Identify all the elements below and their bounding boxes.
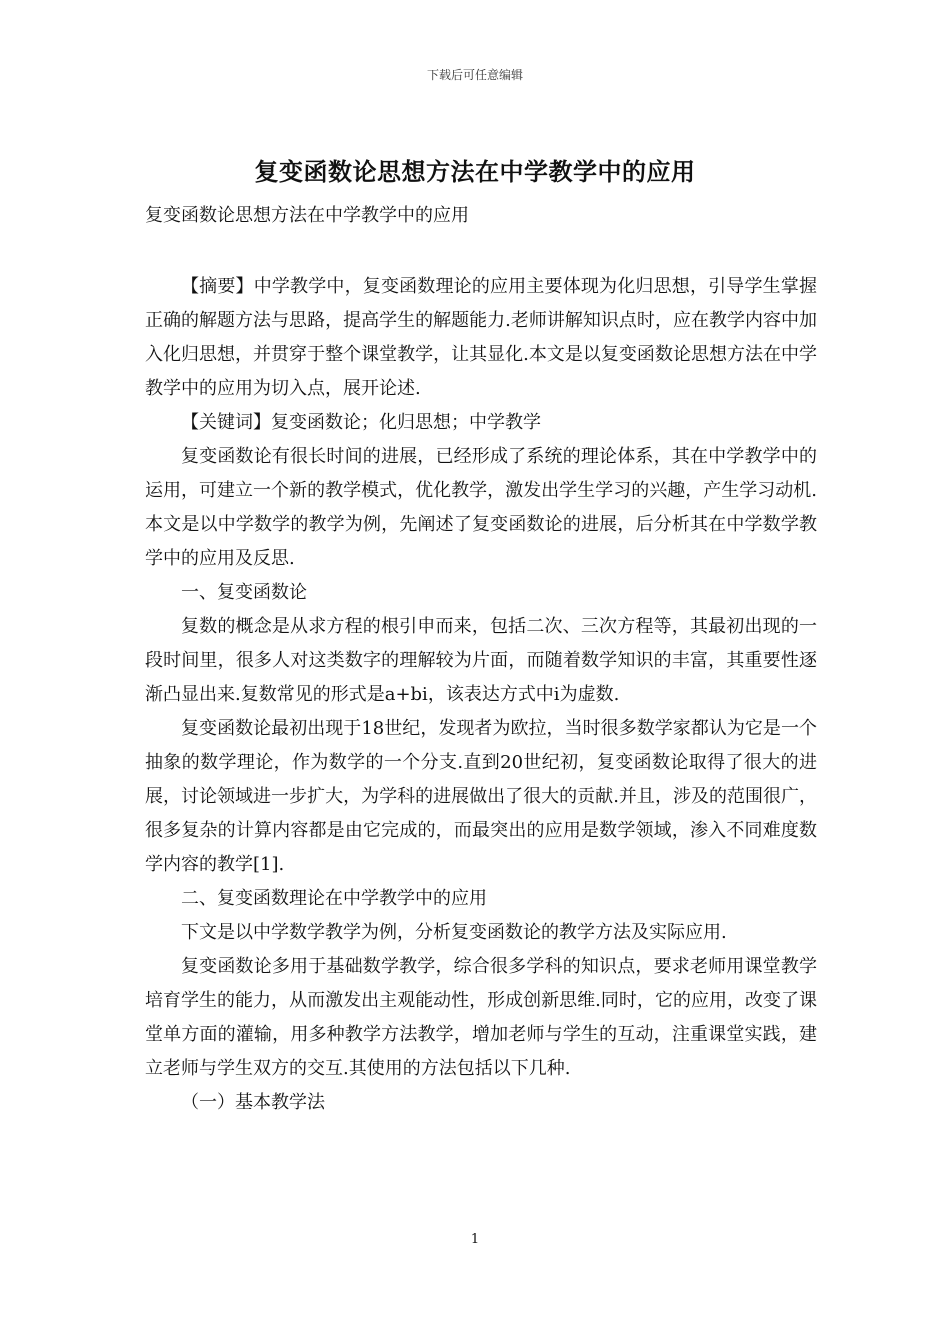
document-subtitle: 复变函数论思想方法在中学教学中的应用: [145, 205, 469, 226]
paragraph-complex-numbers: 复数的概念是从求方程的根引申而来，包括二次、三次方程等，其最初出现的一段时间里，很多人对这类数字的理解较为片面，而随着数学知识的丰富，其重要性逐渐凸显出来.复数常见的形式是a+bi，该表达方式中i为虚数.: [145, 616, 817, 705]
section-heading-1: 一、复变函数论: [181, 582, 307, 603]
paragraph-application: 复变函数论多用于基础数学教学，综合很多学科的知识点，要求老师用课堂教学培育学生的能力，从而激发出主观能动性，形成创新思维.同时，它的应用，改变了课堂单方面的灌输，用多种教学方法教学，增加老师与学生的互动，注重课堂实践，建立老师与学生双方的交互.其使用的方法包括以下几种.: [145, 956, 817, 1079]
subsection-heading-1: （一）基本教学法: [181, 1092, 325, 1113]
keywords-paragraph: 【关键词】复变函数论；化归思想；中学教学: [181, 412, 541, 433]
header-note: 下载后可任意编辑: [426, 68, 523, 82]
paragraph-history: 复变函数论最初出现于18世纪，发现者为欧拉，当时很多数学家都认为它是一个抽象的数学理论，作为数学的一个分支.直到20世纪初，复变函数论取得了很大的进展，讨论领域进一步扩大，为学科的进展做出了很大的贡献.并且，涉及的范围很广，很多复杂的计算内容都是由它完成的，而最突出的应用是数学领域，渗入不同难度数学内容的教学[1].: [145, 718, 817, 875]
paragraph-method-intro: 下文是以中学数学教学为例，分析复变函数论的教学方法及实际应用.: [181, 922, 727, 943]
page-number: 1: [470, 1232, 480, 1247]
document-body: [145, 270, 817, 1120]
section-heading-2: 二、复变函数理论在中学教学中的应用: [181, 888, 487, 909]
document-title: 复变函数论思想方法在中学教学中的应用: [254, 157, 696, 186]
intro-paragraph: 复变函数论有很长时间的进展，已经形成了系统的理论体系，其在中学教学中的运用，可建立一个新的教学模式，优化教学，激发出学生学习的兴趣，产生学习动机.本文是以中学数学的教学为例，先阐述了复变函数论的进展，后分析其在中学数学教学中的应用及反思.: [145, 446, 817, 569]
abstract-paragraph: 【摘要】中学教学中，复变函数理论的应用主要体现为化归思想，引导学生掌握正确的解题方法与思路，提高学生的解题能力.老师讲解知识点时，应在教学内容中加入化归思想，并贯穿于整个课堂教学，让其显化.本文是以复变函数论思想方法在中学教学中的应用为切入点，展开论述.: [145, 276, 817, 399]
